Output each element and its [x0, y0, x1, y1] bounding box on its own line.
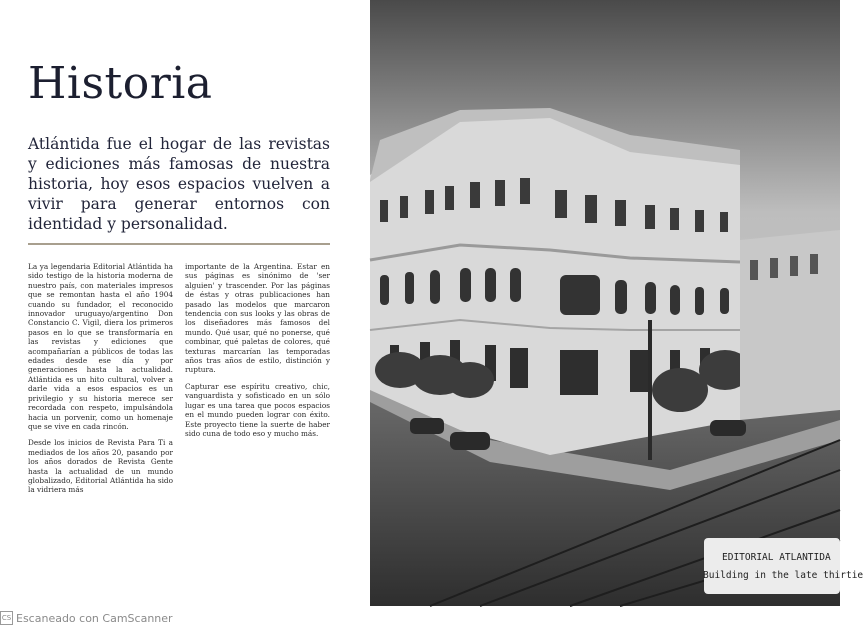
photo-caption-label [704, 538, 840, 594]
divider [28, 243, 330, 245]
body-paragraph: importante de la Argentina. Estar en sus páginas es sinónimo de 'ser alguien' y trascender. Por las páginas de éstas y otras publicaciones han pasado las modelos que marcaron tendencia con sus looks y las obras de los diseñadores más famosos del mundo. Qué usar, qué no ponerse, qué combinar, qué paletas de colores, qué texturas marcarían las temporadas años tras años de estilo, distinción y ruptura. [185, 262, 330, 375]
body-paragraph: La ya legendaria Editorial Atlántida ha sido testigo de la historia moderna de nuestro país, con materiales impresos que se remontan hasta el año 1904 cuando su fundador, el reconocido innovador uruguayo/argentino Don Constancio C. Vigil, diera los primeros pasos en lo que se transformaría en las revistas y ediciones que acompañarían a públicos de todas las edades desde ese día y por generaciones hasta la actualidad. Atlántida es un hito cultural, volver a darle vida a esos espacios es un privilegio y su historia merece ser recordada con respeto, impulsándola hacia un porvenir, como un homenaje que se vive en cada rincón. [28, 262, 173, 431]
page-title: Historia [28, 58, 213, 109]
caption-line-1: EDITORIAL ATLANTIDA [722, 552, 831, 563]
body-paragraph: Desde los inicios de Revista Para Ti a mediados de los años 20, pasando por los años dorados de Revista Gente hasta la actualidad de un mundo globalizado, Editorial Atlántida ha sido la vidriera más [28, 438, 173, 495]
caption-line-2: Building in the late thirtie [703, 570, 863, 581]
text-column-2 [185, 262, 330, 445]
scanner-watermark [0, 610, 173, 626]
camscanner-icon: CS [0, 611, 13, 625]
historic-building-photo [370, 0, 840, 606]
text-column-1 [28, 262, 173, 502]
watermark-text: Escaneado con CamScanner [16, 611, 173, 625]
body-paragraph: Capturar ese espíritu creativo, chic, vanguardista y sofisticado en un sólo lugar es una tarea que pocos espacios en el mundo pueden lograr con éxito. Este proyecto tiene la suerte de haber sido cuna de todo eso y mucho más. [185, 381, 330, 438]
lead-paragraph: Atlántida fue el hogar de las revistas y ediciones más famosas de nuestra historia, hoy esos espacios vuelven a vivir para generar entornos con identidad y personalidad. [28, 135, 330, 233]
